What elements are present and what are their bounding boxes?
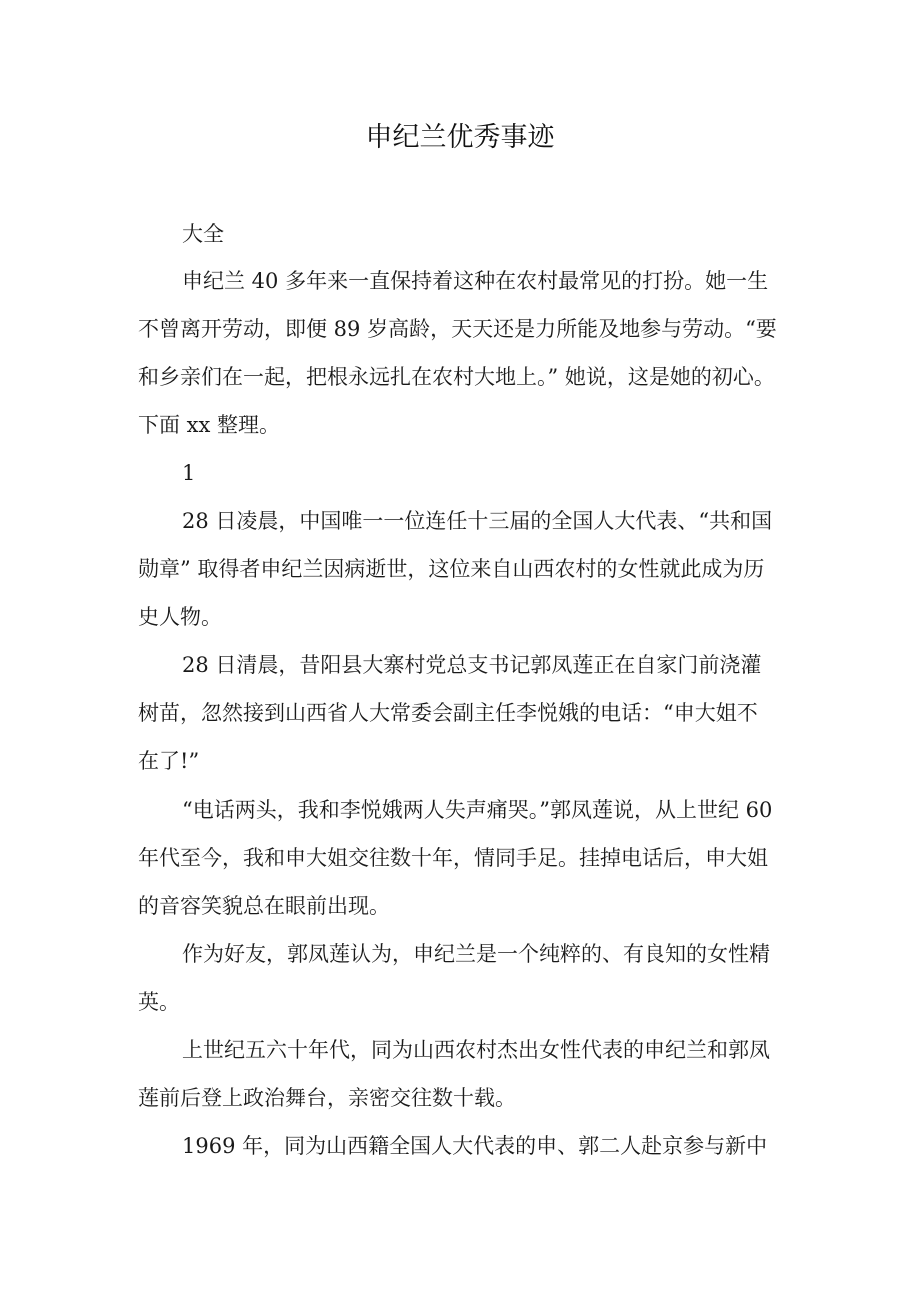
text-line: 在了!” xyxy=(138,749,200,773)
text-line: 下面 xx 整理。 xyxy=(138,413,281,437)
text-line: 和乡亲们在一起，把根永远扎在农村大地上。” 她说，这是她的初心。 xyxy=(138,365,775,389)
text-line: 不曾离开劳动，即便 89 岁高龄，天天还是力所能及地参与劳动。“要 xyxy=(138,317,777,341)
document-title: 申纪兰优秀事迹 xyxy=(365,122,555,153)
text-line: 上世纪五六十年代，同为山西农村杰出女性代表的申纪兰和郭凤 xyxy=(182,1038,770,1062)
text-line: 大全 xyxy=(182,222,224,246)
text-line: 作为好友，郭凤莲认为，申纪兰是一个纯粹的、有良知的女性精 xyxy=(182,942,770,966)
text-line: 史人物。 xyxy=(138,605,222,629)
text-line: 英。 xyxy=(138,990,180,1014)
text-line: 勋章” 取得者申纪兰因病逝世，这位来自山西农村的女性就此成为历 xyxy=(138,557,765,581)
text-line: 树苗，忽然接到山西省人大常委会副主任李悦娥的电话：“申大姐不 xyxy=(138,701,758,725)
text-line: 年代至今，我和申大姐交往数十年，情同手足。挂掉电话后，申大姐 xyxy=(138,846,768,870)
text-line: 申纪兰 40 多年来一直保持着这种在农村最常见的打扮。她一生 xyxy=(182,269,769,293)
text-line: 1969 年，同为山西籍全国人大代表的申、郭二人赴京参与新中 xyxy=(182,1134,768,1158)
text-line: “电话两头，我和李悦娥两人失声痛哭。”郭凤莲说，从上世纪 60 xyxy=(182,798,773,822)
text-line: 28 日凌晨，中国唯一一位连任十三届的全国人大代表、“共和国 xyxy=(182,509,773,533)
text-line: 28 日清晨，昔阳县大寨村党总支书记郭凤莲正在自家门前浇灌 xyxy=(182,653,762,677)
text-line: 1 xyxy=(182,461,196,485)
text-line: 莲前后登上政治舞台，亲密交往数十载。 xyxy=(138,1086,516,1110)
text-line: 的音容笑貌总在眼前出现。 xyxy=(138,894,390,918)
